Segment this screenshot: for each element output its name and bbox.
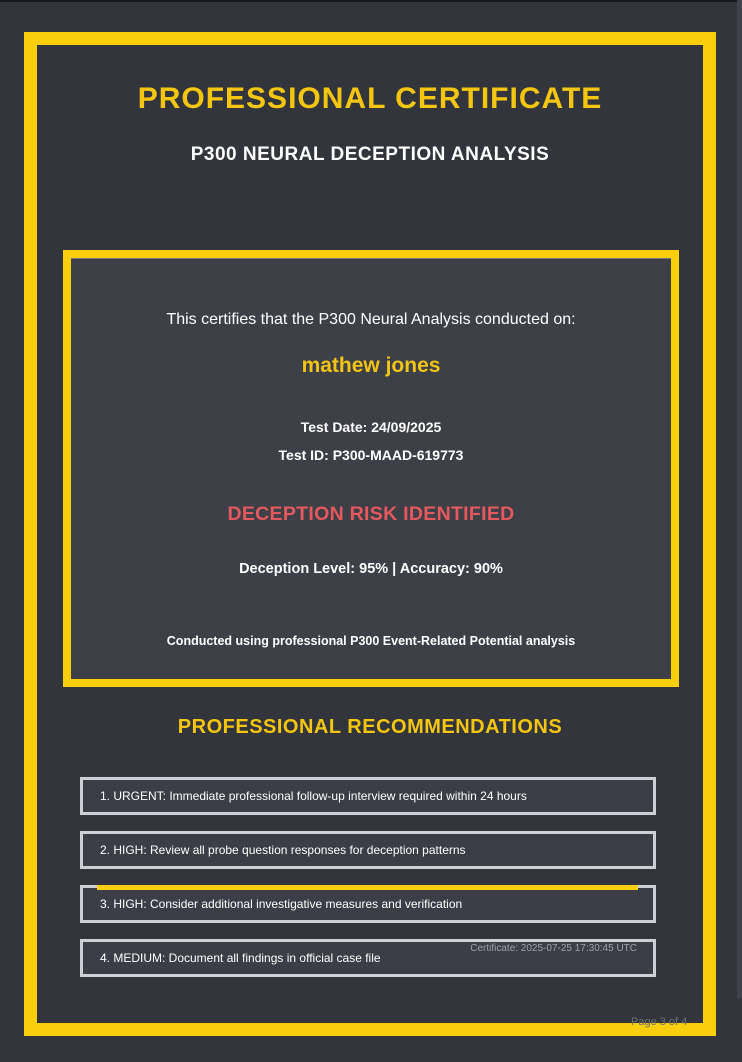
risk-status-heading: DECEPTION RISK IDENTIFIED <box>227 503 515 525</box>
recommendations-heading: PROFESSIONAL RECOMMENDATIONS <box>177 716 563 738</box>
certify-intro-text: This certifies that the P300 Neural Analysis conducted on: <box>166 311 576 328</box>
page-subtitle: P300 NEURAL DECEPTION ANALYSIS <box>190 144 550 165</box>
test-date-label: Test Date: 24/09/2025 <box>300 419 442 435</box>
deception-metrics-line: Deception Level: 95% | Accuracy: 90% <box>239 561 503 577</box>
page-number: Page 3 of 4 <box>631 1016 688 1028</box>
page-title: PROFESSIONAL CERTIFICATE <box>137 82 603 115</box>
certificate-timestamp: Certificate: 2025-07-25 17:30:45 UTC <box>470 943 637 954</box>
test-id-label: Test ID: P300-MAAD-619773 <box>278 447 464 463</box>
top-edge-line <box>0 0 742 2</box>
recommendation-item <box>80 885 656 923</box>
recommendation-text: 4. MEDIUM: Document all findings in official case file <box>100 951 381 965</box>
recommendation-text: 1. URGENT: Immediate professional follow-up interview required within 24 hours <box>100 789 527 803</box>
recommendation-item <box>80 777 656 815</box>
subject-name: mathew jones <box>301 354 441 377</box>
method-note: Conducted using professional P300 Event-Related Potential analysis <box>166 634 576 648</box>
certificate-box <box>63 250 679 687</box>
certificate-border-frame <box>24 32 716 1036</box>
recommendation-item <box>80 939 656 977</box>
recommendation-item <box>80 831 656 869</box>
recommendation-text: 2. HIGH: Review all probe question responses for deception patterns <box>100 843 466 857</box>
recommendation-text: 3. HIGH: Consider additional investigative measures and verification <box>100 897 463 911</box>
scrollbar-track[interactable] <box>737 0 742 998</box>
